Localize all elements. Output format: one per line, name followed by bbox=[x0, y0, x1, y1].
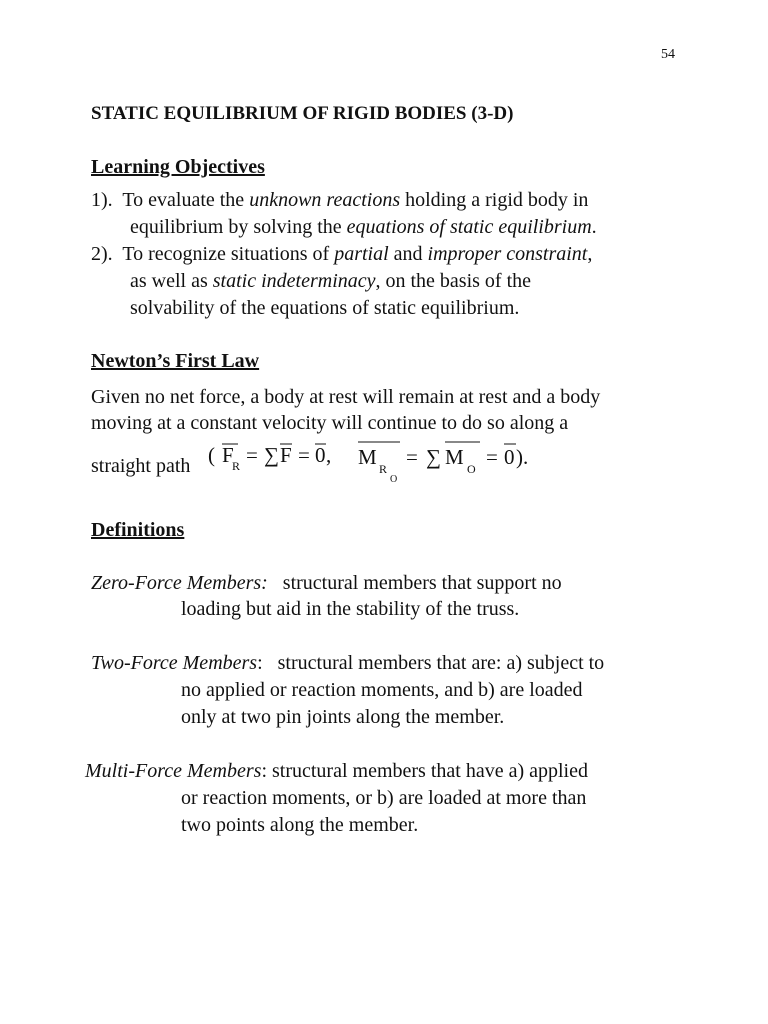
newton-line-2: moving at a constant velocity will continue to do so along a bbox=[91, 412, 569, 434]
multi-force-line-1 bbox=[85, 759, 588, 783]
objective-1-text: holding a rigid body in bbox=[400, 189, 589, 211]
multi-force-text: structural members that have a) applied bbox=[267, 760, 588, 782]
multi-force-line-2: or reaction moments, or b) are loaded at more than bbox=[181, 787, 587, 809]
zero-force-line-1 bbox=[91, 571, 562, 595]
equilibrium-equation bbox=[208, 440, 548, 486]
eq-subscript-o: O bbox=[467, 462, 476, 476]
newton-line-1: Given no net force, a body at rest will remain at rest and a body bbox=[91, 386, 601, 408]
multi-force-line-3: two points along the member. bbox=[181, 814, 419, 836]
eq-force: F bbox=[280, 443, 292, 467]
objective-2-line-2 bbox=[130, 269, 531, 293]
objective-2-number: 2). bbox=[91, 243, 113, 265]
eq-subscript-r: R bbox=[379, 462, 388, 476]
two-force-text: structural members that are: a) subject to bbox=[277, 652, 605, 674]
page-title: STATIC EQUILIBRIUM OF RIGID BODIES (3-D) bbox=[91, 103, 514, 124]
learning-objectives-heading: Learning Objectives bbox=[91, 156, 265, 178]
zero-force-term: Zero-Force Members: bbox=[91, 572, 268, 594]
objective-1-emphasis: unknown reactions bbox=[249, 189, 401, 211]
eq-moment-resultant: M bbox=[358, 445, 377, 469]
eq-moment: M bbox=[445, 445, 464, 469]
multi-force-colon: : bbox=[261, 760, 267, 782]
eq-sum: ∑ bbox=[264, 443, 279, 467]
eq-equals: = bbox=[486, 445, 498, 469]
eq-equals: = bbox=[298, 443, 310, 467]
eq-subscript-o: O bbox=[390, 474, 398, 485]
objective-1-text: To evaluate the bbox=[122, 189, 250, 211]
eq-open-paren: ( bbox=[208, 443, 215, 467]
two-force-line-1 bbox=[91, 651, 604, 675]
two-force-colon: : bbox=[257, 652, 263, 674]
objective-2-line-3: solvability of the equations of static equilibrium. bbox=[130, 297, 520, 319]
objective-1-text: equilibrium by solving the bbox=[130, 216, 347, 238]
eq-zero: 0 bbox=[504, 445, 515, 469]
objective-2-line-1 bbox=[91, 242, 592, 266]
eq-equals: = bbox=[406, 445, 418, 469]
objective-2-emphasis: static indeterminacy bbox=[212, 270, 376, 292]
objective-1-emphasis: equations of static equilibrium bbox=[346, 216, 592, 238]
objective-2-text: , on the basis of the bbox=[375, 270, 532, 292]
eq-comma: , bbox=[326, 443, 332, 467]
page-number: 54 bbox=[661, 47, 675, 62]
eq-subscript-r: R bbox=[232, 459, 241, 473]
objective-2-text: and bbox=[388, 243, 428, 265]
eq-close: ). bbox=[516, 445, 529, 469]
objective-2-text: To recognize situations of bbox=[122, 243, 335, 265]
eq-sum: ∑ bbox=[426, 445, 441, 469]
objective-1-line-1 bbox=[91, 188, 588, 212]
two-force-term: Two-Force Members bbox=[91, 652, 258, 674]
eq-force-resultant: F bbox=[222, 443, 234, 467]
newton-heading: Newton’s First Law bbox=[91, 350, 260, 372]
definitions-heading: Definitions bbox=[91, 519, 185, 541]
objective-2-text: as well as bbox=[130, 270, 213, 292]
zero-force-line-2: loading but aid in the stability of the truss. bbox=[181, 598, 520, 620]
objective-2-emphasis: improper constraint bbox=[427, 243, 588, 265]
multi-force-term: Multi-Force Members bbox=[85, 760, 262, 782]
newton-line-3: straight path bbox=[91, 455, 191, 477]
zero-force-text: structural members that support no bbox=[282, 572, 562, 594]
objective-1-number: 1). bbox=[91, 189, 113, 211]
objective-2-text: , bbox=[587, 243, 593, 265]
two-force-line-3: only at two pin joints along the member. bbox=[181, 706, 505, 728]
eq-zero: 0 bbox=[315, 443, 326, 467]
objective-1-text: . bbox=[591, 216, 597, 238]
eq-equals: = bbox=[246, 443, 258, 467]
two-force-line-2: no applied or reaction moments, and b) are loaded bbox=[181, 679, 583, 701]
objective-1-line-2 bbox=[130, 215, 597, 239]
objective-2-emphasis: partial bbox=[334, 243, 389, 265]
